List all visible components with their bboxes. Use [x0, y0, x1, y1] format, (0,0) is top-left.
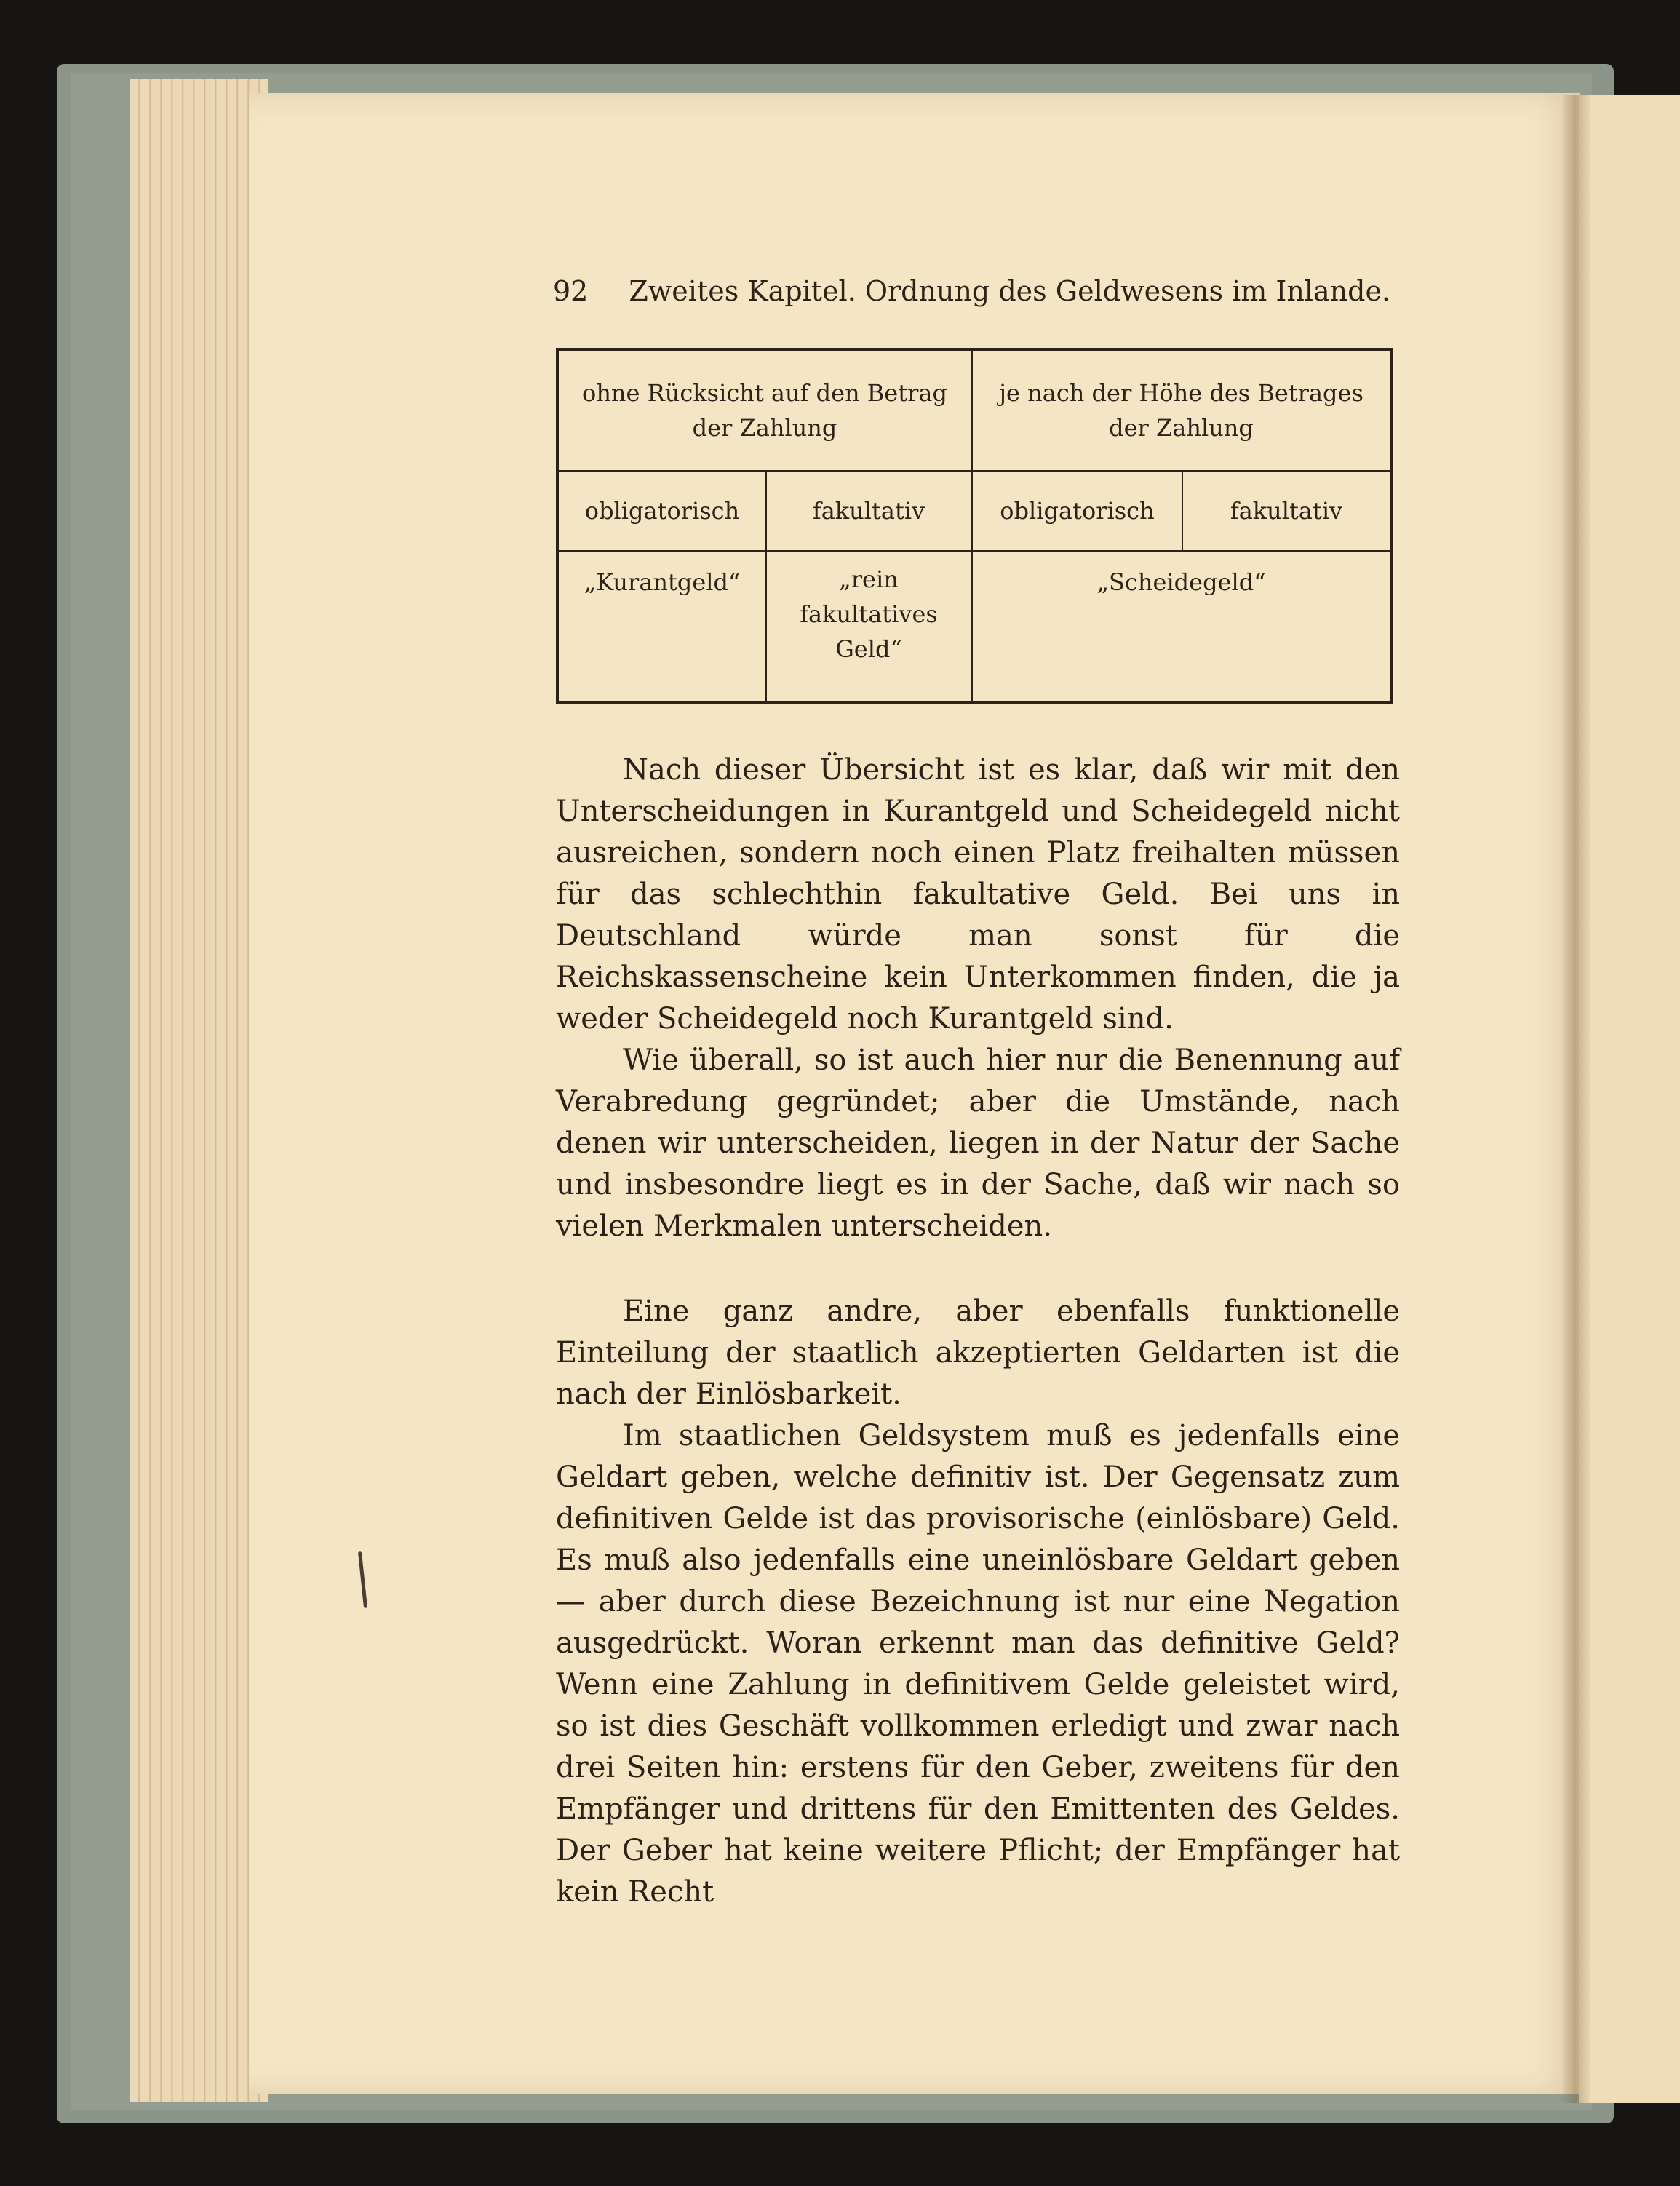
section-gap — [556, 1247, 1400, 1291]
paragraph: Eine ganz andre, aber ebenfalls funktionelle Einteilung der staatlich akzeptierten Geldarten ist die nach der Einlösbarkeit. — [556, 1295, 1400, 1411]
classification-table — [556, 348, 1393, 704]
paragraph: Nach dieser Übersicht ist es klar, daß wir mit den Unterscheidungen in Kurantgeld und Scheidegeld nicht ausreichen, sondern noch einen Platz freihalten müssen für das schlechthin fakultative Geld. Bei uns in Deutschland würde man sonst für die Reichskassenscheine kein Unterkommen finden, die ja weder Scheidegeld noch Kurantgeld sind. — [556, 753, 1400, 1036]
group-header-left: ohne Rücksicht auf den Betrag der Zahlung — [582, 379, 947, 442]
group-header-right: je nach der Höhe des Betrages der Zahlung — [999, 379, 1363, 442]
cell-kurantgeld: „Kurantgeld“ — [584, 568, 741, 596]
body-text — [556, 750, 1400, 1913]
running-title: Zweites Kapitel. Ordnung des Geldwesens im Inlande. — [629, 275, 1391, 307]
running-header — [553, 275, 1391, 307]
subheader-right-facultative: fakultativ — [1230, 497, 1343, 525]
subheader-right-obligatory: obligatorisch — [1000, 497, 1155, 525]
paragraph: Wie überall, so ist auch hier nur die Benennung auf Verabredung gegründet; aber die Umstände, nach denen wir unterscheiden, liegen in der Natur der Sache und insbesondre liegt es in der Sache, daß wir nach so vielen Merkmalen unterscheiden. — [556, 1044, 1400, 1243]
gutter-shadow — [1561, 95, 1590, 2103]
facing-page-edge — [1579, 95, 1680, 2103]
cell-scheidegeld: „Scheidegeld“ — [1096, 568, 1266, 596]
subheader-left-facultative: fakultativ — [812, 497, 925, 525]
cell-rein-fakultatives-geld: „rein fakultatives Geld“ — [800, 565, 938, 663]
page-edges — [130, 79, 268, 2102]
table-divider-subheader — [559, 550, 1390, 552]
paragraph: Im staatlichen Geldsystem muß es jedenfalls eine Geldart geben, welche definitiv ist. Der Gegensatz zum definitiven Gelde ist das provisorische (einlösbare) Geld. Es muß also jedenfalls eine uneinlösbare Geldart geben — aber durch diese Bezeichnung ist nur eine Negation ausgedrückt. Woran erkennt man das definitive Geld? Wenn eine Zahlung in definitivem Gelde geleistet wird, so ist dies Geschäft vollkommen erledigt und zwar nach drei Seiten hin: erstens für den Geber, zweitens für den Empfänger und drittens für den Emittenten des Geldes. Der Geber hat keine weitere Pflicht; der Empfänger hat kein Recht — [556, 1419, 1400, 1909]
subheader-left-obligatory: obligatorisch — [584, 497, 740, 525]
page-number: 92 — [553, 275, 589, 307]
